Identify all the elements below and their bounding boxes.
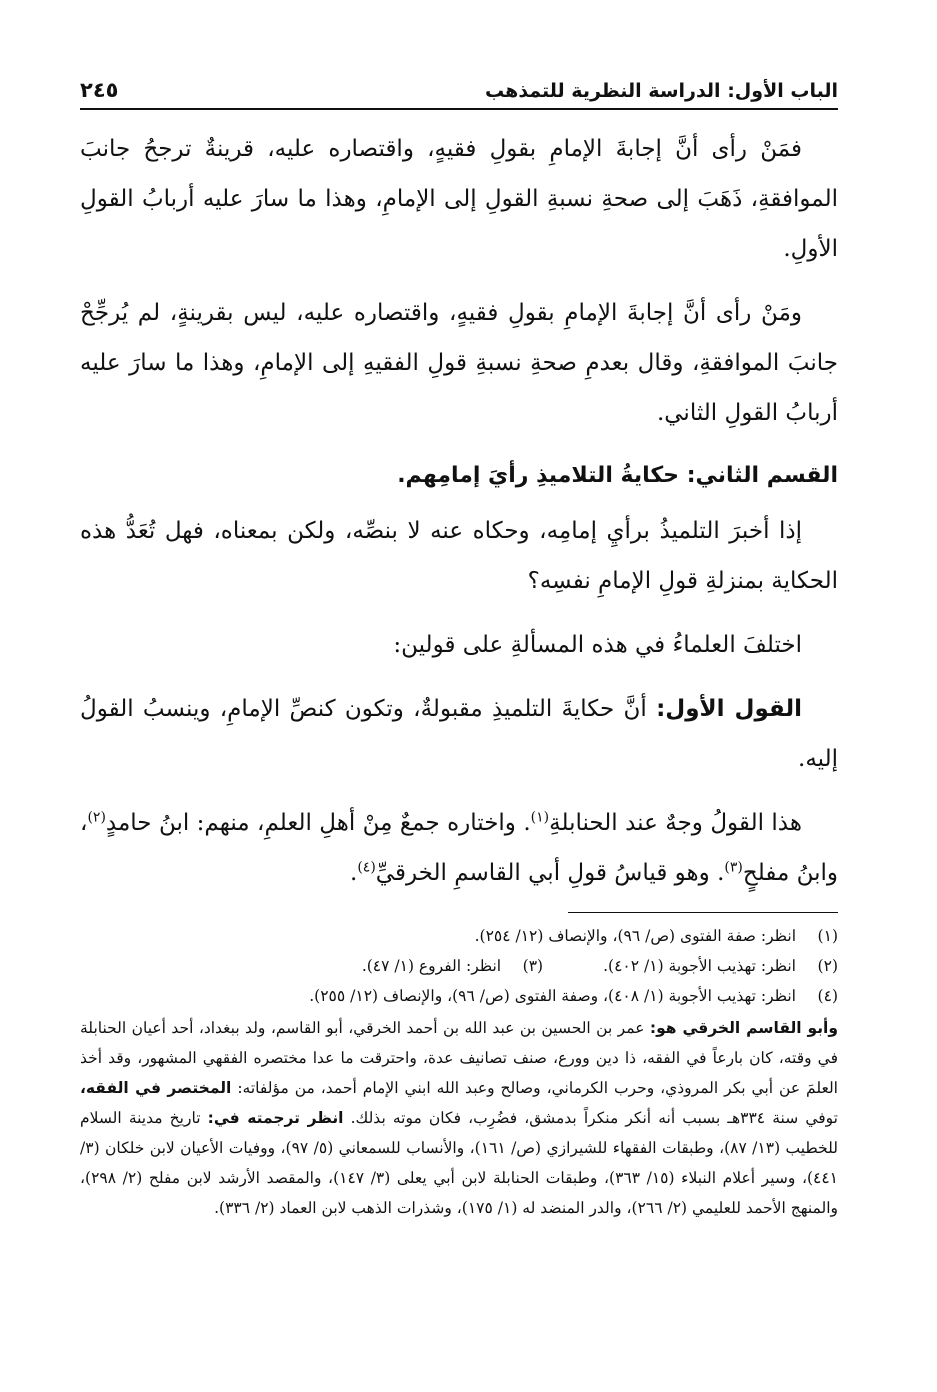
text-segment: هذا القولُ وجهٌ عند الحنابلةِ — [549, 810, 802, 836]
paragraph-3: إذا أخبرَ التلميذُ برأيِ إمامِه، وحكاه عنه لا بنصِّه، ولكن بمعناه، فهل تُعَدُّ هذه الحكاية بمنزلةِ قولِ الإمامِ نفسِه؟ — [80, 518, 838, 594]
bio-work-title: المختصر في الفقه، — [80, 1079, 232, 1097]
paragraph-5 — [80, 684, 838, 784]
footnote-number: (١) — [817, 927, 838, 945]
footnote-number: (٣) — [522, 957, 544, 975]
text-segment: . وهو قياسُ قولِ أبي القاسمِ الخرقيِّ — [375, 860, 725, 886]
footnote-pair — [80, 951, 838, 981]
footnote-4 — [80, 981, 838, 1011]
bio-sources-label: انظر ترجمته في: — [207, 1109, 344, 1127]
footnote-text: انظر: الفروع (١/ ٤٧). — [361, 957, 502, 975]
paragraph-4: اختلفَ العلماءُ في هذه المسألةِ على قولين: — [393, 632, 802, 658]
paragraph-2: ومَنْ رأى أنَّ إجابةَ الإمامِ بقولِ فقيهٍ، واقتصاره عليه، ليس بقرينةٍ، لم يُرجِّحْ جانبَ الموافقةِ، وقال بعدمِ صحةِ نسبةِ قولِ الفقيهِ إلى الإمامِ، وهذا ما سارَ عليه أربابُ القولِ الثاني. — [80, 300, 838, 426]
bio-lead: وأبو القاسم الخرقي هو: — [649, 1019, 838, 1037]
book-page — [80, 78, 838, 1223]
footnotes — [80, 921, 838, 1223]
footnote-divider — [568, 912, 838, 913]
bio-text: عمر بن الحسين بن عبد الله بن أحمد الخرقي، أبو القاسم، ولد ببغداد، أحد أعيان الحنابلة في وقته، كان بارعاً في الفقه، ذا دين وورع، صنف تصانيف عدة، واحترقت ما عدا مختصره الفقهي المشهور، وقد أخذ العلمَ عن أبي بكر المروذي، وحرب الكرماني، وصالح وعبد الله ابني الإمام أحمد، من مؤلفاته: — [80, 1019, 838, 1097]
main-text — [80, 124, 838, 898]
page-number: ٢٤٥ — [80, 78, 119, 102]
biography-note — [80, 1013, 838, 1223]
footnote-1 — [80, 921, 838, 951]
running-header — [80, 78, 838, 110]
footnote-ref-2[interactable]: (٢) — [87, 809, 106, 826]
footnote-ref-3[interactable]: (٣) — [724, 859, 743, 876]
bio-text: توفي سنة ٣٣٤هـ بسبب أنه أنكر منكراً بدمشق، فضُرِب، فكان موته بذلك. — [350, 1109, 838, 1127]
footnote-text: انظر: تهذيب الأجوبة (١/ ٤٠٨)، وصفة الفتوى (ص/ ٩٦)، والإنصاف (١٢/ ٢٥٥). — [309, 987, 796, 1005]
text-segment: . — [350, 860, 358, 886]
bio-sources: تاريخ مدينة السلام للخطيب (١٣/ ٨٧)، وطبقات الفقهاء للشيرازي (ص/ ١٦١)، والأنساب للسمعاني (٥/ ٩٧)، ووفيات الأعيان لابن خلكان (٣/ ٤٤١)، وسير أعلام النبلاء (١٥/ ٣٦٣)، وطبقات الحنابلة لابن أبي يعلى (٣/ ١٤٧)، والمقصد الأرشد لابن مفلح (٢/ ٢٩٨)، والمنهج الأحمد للعليمي (٢/ ٢٦٦)، والدر المنضد له (١/ ١٧٥)، وشذرات الذهب لابن العماد (٢/ ٣٣٦). — [80, 1109, 839, 1217]
footnote-number: (٢) — [817, 957, 838, 975]
paragraph-6 — [80, 798, 838, 898]
footnote-ref-1[interactable]: (١) — [530, 809, 550, 826]
paragraph-1: فمَنْ رأى أنَّ إجابةَ الإمامِ بقولِ فقيهٍ، واقتصاره عليه، قرينةٌ ترجحُ جانبَ الموافقةِ، ذَهَبَ إلى صحةِ نسبةِ القولِ إلى الإمامِ، وهذا ما سارَ عليه أربابُ القولِ الأولِ. — [80, 136, 838, 262]
footnote-2 — [603, 951, 838, 981]
text-segment: . واختاره جمعٌ مِنْ أهلِ العلمِ، منهم: ابنُ حامدٍ — [105, 810, 531, 836]
footnote-text: انظر: صفة الفتوى (ص/ ٩٦)، والإنصاف (١٢/ ٢٥٤). — [474, 927, 796, 945]
text-segment: ، وابنُ مفلحٍ — [80, 810, 838, 886]
first-opinion-text: أنَّ حكايةَ التلميذِ مقبولةٌ، وتكون كنصِّ الإمامِ، وينسبُ القولُ إليه. — [80, 696, 838, 772]
footnote-text: انظر: تهذيب الأجوبة (١/ ٤٠٢). — [603, 957, 796, 975]
footnote-number: (٤) — [817, 987, 838, 1005]
section-heading: القسم الثاني: حكايةُ التلاميذِ رأيَ إمامِهم. — [397, 463, 838, 488]
first-opinion-label: القول الأول: — [656, 696, 802, 722]
footnote-ref-4[interactable]: (٤) — [357, 859, 376, 876]
footnote-3 — [362, 951, 543, 981]
chapter-title: الباب الأول: الدراسة النظرية للتمذهب — [485, 80, 838, 102]
